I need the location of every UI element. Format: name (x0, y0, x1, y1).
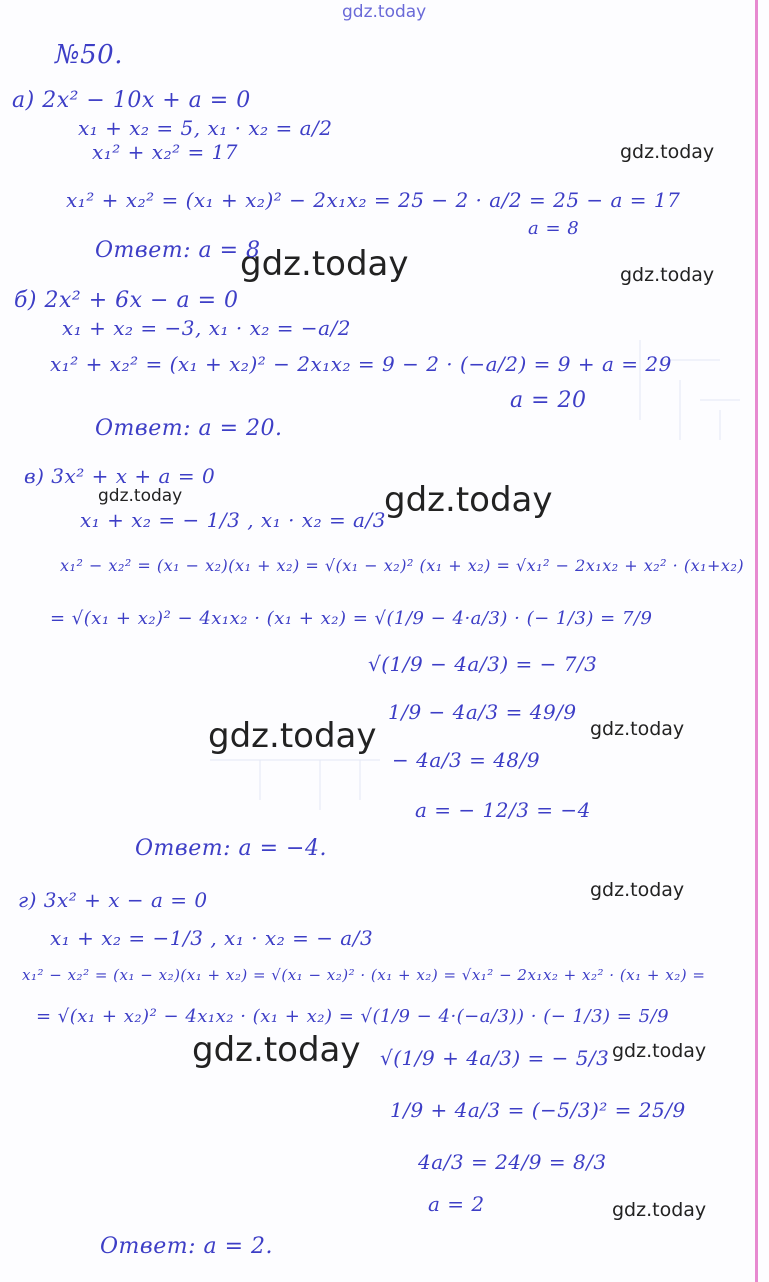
part-a-answer: Ответ: a = 8 (95, 238, 261, 263)
watermark: gdz.today (192, 1030, 361, 1070)
watermark: gdz.today (208, 716, 377, 756)
watermark: gdz.today (612, 1040, 707, 1062)
part-b-answer: Ответ: a = 20. (95, 416, 283, 441)
part-a-vieta: x₁ + x₂ = 5, x₁ · x₂ = a/2 (78, 116, 333, 140)
part-g-step-1: √(1/9 + 4a/3) = − 5/3 (380, 1046, 610, 1070)
problem-number: №50. (55, 40, 123, 70)
part-g-derivation-1: x₁² − x₂² = (x₁ − x₂)(x₁ + x₂) = √(x₁ − x₂)² · (x₁ + x₂) = √x₁² − 2x₁x₂ + x₂² · (x₁ + x₂) = (22, 966, 706, 984)
part-b-result: a = 20 (510, 388, 587, 413)
part-g-equation: г) 3x² + x − a = 0 (18, 888, 208, 912)
watermark: gdz.today (620, 141, 715, 163)
part-g-answer: Ответ: a = 2. (100, 1234, 274, 1259)
part-v-result: a = − 12/3 = −4 (415, 798, 591, 822)
part-v-derivation-1: x₁² − x₂² = (x₁ − x₂)(x₁ + x₂) = √(x₁ − x₂)² (x₁ + x₂) = √x₁² − 2x₁x₂ + x₂² · (x₁+x₂) (60, 556, 745, 575)
watermark: gdz.today (98, 486, 183, 506)
part-g-result: a = 2 (428, 1192, 485, 1216)
part-b-derivation: x₁² + x₂² = (x₁ + x₂)² − 2x₁x₂ = 9 − 2 · (−a/2) = 9 + a = 29 (50, 352, 672, 376)
part-v-vieta: x₁ + x₂ = − 1/3 , x₁ · x₂ = a/3 (80, 508, 386, 532)
part-v-step-2: 1/9 − 4a/3 = 49/9 (388, 700, 577, 724)
part-a-condition: x₁² + x₂² = 17 (92, 140, 239, 164)
margin-line (755, 0, 758, 1282)
part-a-result: a = 8 (528, 218, 580, 239)
part-b-equation: б) 2x² + 6x − a = 0 (14, 288, 239, 313)
part-v-equation: в) 3x² + x + a = 0 (24, 464, 216, 488)
part-g-step-2: 1/9 + 4a/3 = (−5/3)² = 25/9 (390, 1098, 686, 1122)
watermark-top: gdz.today (342, 2, 427, 22)
watermark: gdz.today (590, 718, 685, 740)
part-v-derivation-2: = √(x₁ + x₂)² − 4x₁x₂ · (x₁ + x₂) = √(1/9 − 4·a/3) · (− 1/3) = 7/9 (50, 608, 653, 629)
part-a-derivation: x₁² + x₂² = (x₁ + x₂)² − 2x₁x₂ = 25 − 2 · a/2 = 25 − a = 17 (66, 188, 681, 212)
part-v-answer: Ответ: a = −4. (135, 836, 327, 861)
part-g-step-3: 4a/3 = 24/9 = 8/3 (418, 1150, 607, 1174)
part-g-vieta: x₁ + x₂ = −1/3 , x₁ · x₂ = − a/3 (50, 926, 374, 950)
watermark: gdz.today (590, 879, 685, 901)
watermark: gdz.today (620, 264, 715, 286)
part-v-step-3: − 4a/3 = 48/9 (392, 748, 541, 772)
part-g-derivation-2: = √(x₁ + x₂)² − 4x₁x₂ · (x₁ + x₂) = √(1/9 − 4·(−a/3)) · (− 1/3) = 5/9 (36, 1006, 670, 1027)
watermark: gdz.today (240, 244, 409, 284)
part-v-step-1: √(1/9 − 4a/3) = − 7/3 (368, 652, 598, 676)
part-a-equation: а) 2x² − 10x + a = 0 (12, 88, 251, 113)
watermark: gdz.today (612, 1199, 707, 1221)
part-b-vieta: x₁ + x₂ = −3, x₁ · x₂ = −a/2 (62, 316, 352, 340)
watermark: gdz.today (384, 480, 553, 520)
